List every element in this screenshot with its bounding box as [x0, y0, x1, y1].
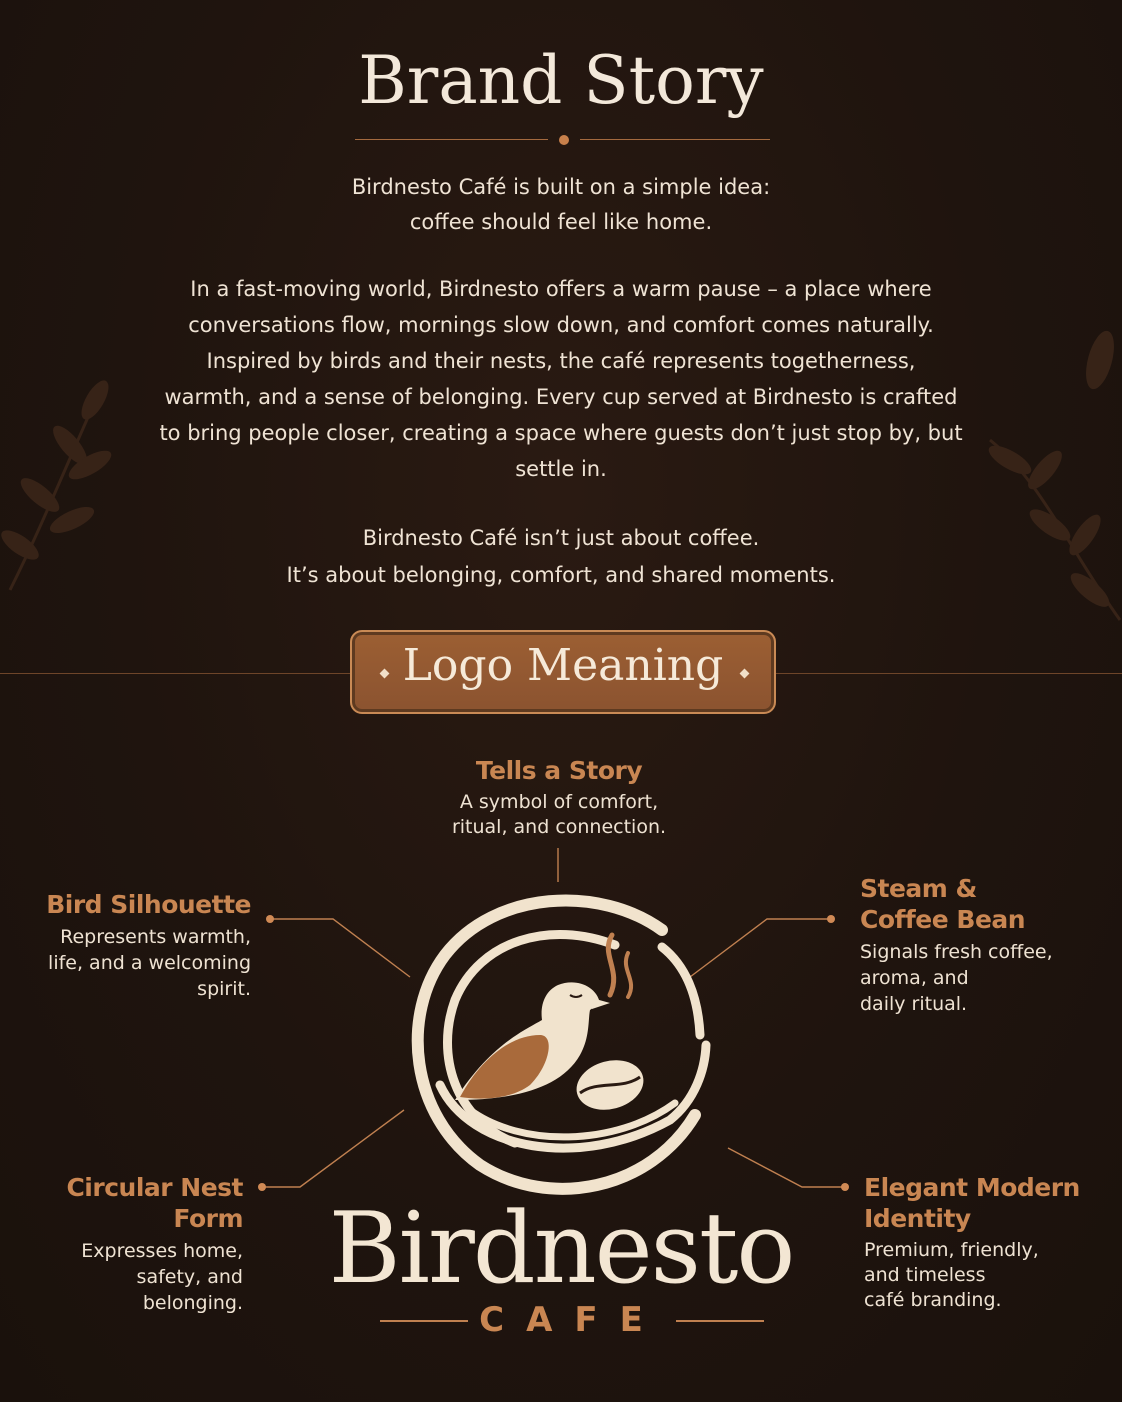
story-body-line: conversations flow, mornings slow down, and comfort comes naturally.	[188, 313, 934, 337]
feature-desc-line: Premium, friendly,	[864, 1239, 1039, 1261]
feature-desc-line: spirit.	[197, 978, 251, 1000]
story-intro-line: coffee should feel like home.	[409, 210, 713, 234]
story-intro-line: Birdnesto Café is built on a simple idea:	[351, 175, 771, 199]
connector-modern-dot	[841, 1183, 849, 1191]
story-body-line: In a fast-moving world, Birdnesto offers a warm pause – a place where	[190, 277, 932, 301]
feature-desc-line: daily ritual.	[860, 993, 968, 1015]
feature-desc-line: and timeless	[864, 1264, 986, 1286]
bird-beak	[592, 998, 610, 1009]
feature-title-line: Elegant Modern	[864, 1173, 1080, 1202]
story-body-line: Inspired by birds and their nests, the café represents togetherness,	[206, 349, 916, 373]
feature-title: Circular Nest Form	[66, 1173, 243, 1233]
feature-desc	[860, 939, 1110, 1017]
story-body-line: settle in.	[515, 457, 607, 481]
logo-wordmark: Birdnesto	[328, 1192, 794, 1306]
connector-nest	[262, 1110, 404, 1187]
story-body-line: warmth, and a sense of belonging. Every cup served at Birdnesto is crafted	[164, 385, 958, 409]
feature-desc-line: ritual, and connection.	[451, 816, 667, 838]
feature-steam-coffee-bean	[860, 873, 1110, 1017]
nest-right-swirl	[662, 947, 700, 1035]
connector-modern	[728, 1148, 845, 1187]
cafe-divider-right	[676, 1320, 764, 1322]
feature-bird-silhouette	[20, 889, 251, 1002]
feature-desc-line: belonging.	[142, 1292, 243, 1314]
feature-title-line: Steam &	[860, 874, 977, 903]
story-closing-line: It’s about belonging, comfort, and shared moments.	[286, 563, 836, 587]
feature-desc-line: A symbol of comfort,	[459, 791, 659, 813]
feature-title: Bird Silhouette	[46, 890, 251, 919]
feature-tells-a-story	[400, 755, 718, 840]
feature-desc-line: aroma, and	[860, 967, 969, 989]
feature-desc	[20, 924, 251, 1002]
story-closing-line: Birdnesto Café isn’t just about coffee.	[362, 526, 760, 550]
feature-desc-line: safety, and	[136, 1266, 243, 1288]
connector-bird	[270, 919, 410, 977]
birdnesto-logo-emblem	[400, 885, 720, 1200]
feature-desc-line: Signals fresh coffee,	[860, 941, 1053, 963]
feature-title-line: Coffee Bean	[860, 905, 1026, 934]
feature-desc	[400, 790, 718, 840]
feature-title: Tells a Story	[475, 756, 643, 785]
feature-desc-line: Expresses home,	[81, 1240, 243, 1262]
feature-desc-line: Represents warmth,	[60, 926, 251, 948]
logo-meaning-title: Logo Meaning	[402, 640, 724, 691]
steam-icon	[626, 953, 631, 997]
connector-bird-dot	[266, 915, 274, 923]
feature-desc-line: life, and a welcoming	[48, 952, 251, 974]
story-body-line: to bring people closer, creating a space where guests don’t just stop by, but	[159, 421, 963, 445]
brand-story-title: Brand Story	[358, 42, 764, 119]
connector-nest-dot	[258, 1183, 266, 1191]
logo-subtitle: CAFE	[479, 1300, 665, 1340]
feature-desc-line: café branding.	[864, 1289, 1002, 1311]
connector-steam-dot	[827, 915, 835, 923]
feature-title-line: Identity	[864, 1204, 971, 1233]
